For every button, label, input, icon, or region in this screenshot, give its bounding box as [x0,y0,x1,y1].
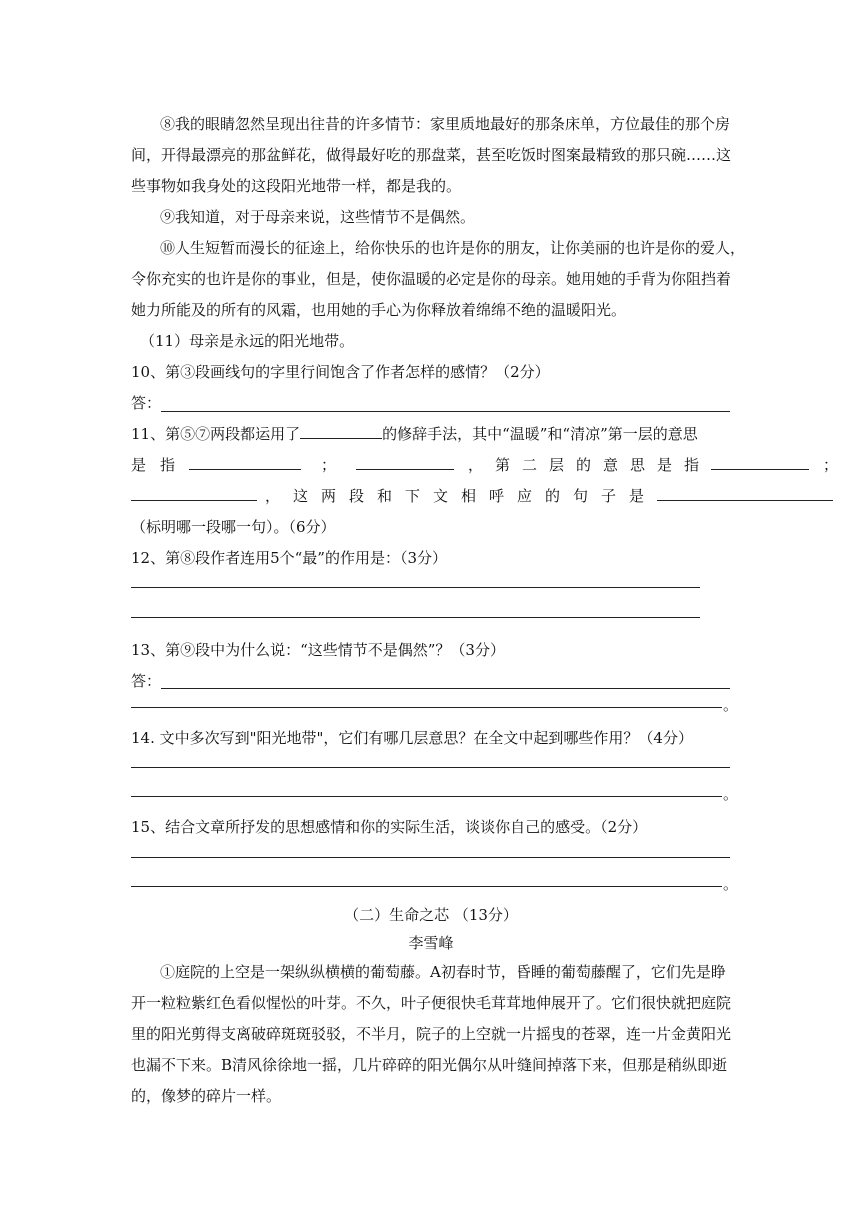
q11-line2-semicolon2: ； [823,456,839,474]
question-13: 13、第⑨段中为什么说：“这些情节不是偶然”？（3分） [131,641,505,659]
paragraph-8-line-1: ⑧我的眼睛忽然呈现出往昔的许多情节：家里质地最好的那条床单，方位最佳的那个房 [160,115,731,133]
question-11-line-4: （标明哪一段哪一句）。（6分） [131,518,336,536]
paragraph-8-line-2: 间，开得最漂亮的那盆鲜花，做得最好吃的那盘菜，甚至吃饭时图案最精致的那只碗……这 [131,146,732,164]
paragraph-10-line-3: 她力所能及的所有的风霜，也用她的手心为你释放着绵绵不绝的温暖阳光。 [131,301,627,319]
question-12: 12、第⑧段作者连用5个“最”的作用是：（3分） [131,549,448,567]
answer-line-q13-1[interactable] [161,688,730,689]
paragraph-10-line-1: ⑩人生短暂而漫长的征途上，给你快乐的也许是你的朋友，让你美丽的也许是你的爱人， [160,239,746,257]
answer-line-q14-2[interactable] [131,796,722,797]
answer-q15-period: 。 [723,875,739,893]
q11-line3-text: ，这两段和下文相呼应的句子是 [265,487,658,505]
passage-2-author: 李雪峰 [408,934,454,952]
answer-line-q15-1[interactable] [131,857,730,858]
answer-line-q12-1[interactable] [131,587,700,588]
q11-line2-is: 是指 [131,456,190,474]
q11-line2-semicolon1: ； [321,456,337,474]
paragraph-11: （11）母亲是永远的阳光地带。 [140,332,355,350]
q11-text-part2: 的修辞手法，其中“温暖”和“清凉”第一层的意思 [382,425,698,443]
answer-label-q13: 答： [131,672,162,690]
q11-blank-layer2-cool[interactable] [131,486,257,501]
q11-line2-second: ，第二层的意思是指 [468,456,712,474]
passage-2-p1-line-5: 的，像梦的碎片一样。 [131,1087,282,1105]
paragraph-9: ⑨我知道，对于母亲来说，这些情节不是偶然。 [160,208,476,226]
passage-2-title: （二）生命之芯 （13分） [344,906,518,924]
question-15: 15、结合文章所抒发的思想感情和你的实际生活，谈谈你自己的感受。（2分） [131,818,648,836]
answer-q14-period: 。 [723,785,739,803]
question-10: 10、第③段画线句的字里行间饱含了作者怎样的感情？（2分） [131,363,550,381]
answer-label-q10: 答： [131,394,162,412]
q11-blank-layer1-warm[interactable] [189,455,301,470]
answer-line-q14-1[interactable] [131,767,730,768]
passage-2-p1-line-1: ①庭院的上空是一架纵纵横横的葡萄藤。A初春时节，昏睡的葡萄藤醒了，它们先是睁 [160,963,726,981]
passage-2-p1-line-2: 开一粒粒紫红色看似惺忪的叶芽。不久，叶子便很快毛茸茸地伸展开了。它们很快就把庭院 [131,994,732,1012]
question-11-line-1 [131,424,731,444]
paragraph-10-line-2: 令你充实的也许是你的事业，但是，使你温暖的必定是你的母亲。她用她的手背为你阻挡着 [131,270,732,288]
q11-blank-rhetoric[interactable] [300,424,382,439]
answer-line-q13-2[interactable] [131,707,722,708]
answer-line-q12-2[interactable] [131,617,700,618]
question-11-line-3 [131,486,731,506]
answer-q13-period: 。 [723,696,739,714]
question-11-line-2 [131,455,839,475]
answer-line-q15-2[interactable] [131,886,722,887]
paragraph-8-line-3: 些事物如我身处的这段阳光地带一样，都是我的。 [131,177,462,195]
q11-blank-layer1-cool[interactable] [356,455,454,470]
q11-blank-layer2-warm[interactable] [711,455,809,470]
answer-line-q10[interactable] [161,411,730,412]
passage-2-p1-line-3: 里的阳光剪得支离破碎斑斑驳驳，不半月，院子的上空就一片摇曳的苍翠，连一片金黄阳光 [131,1025,732,1043]
question-14: 14. 文中多次写到"阳光地带"，它们有哪几层意思？在全文中起到哪些作用？（4分） [131,729,693,747]
passage-2-p1-line-4: 也漏不下来。B清风徐徐地一摇，几片碎碎的阳光偶尔从叶缝间掉落下来，但那是稍纵即逝 [131,1056,728,1074]
q11-text-part1: 11、第⑤⑦两段都运用了 [131,425,301,443]
q11-blank-echo-sentence[interactable] [657,486,833,501]
